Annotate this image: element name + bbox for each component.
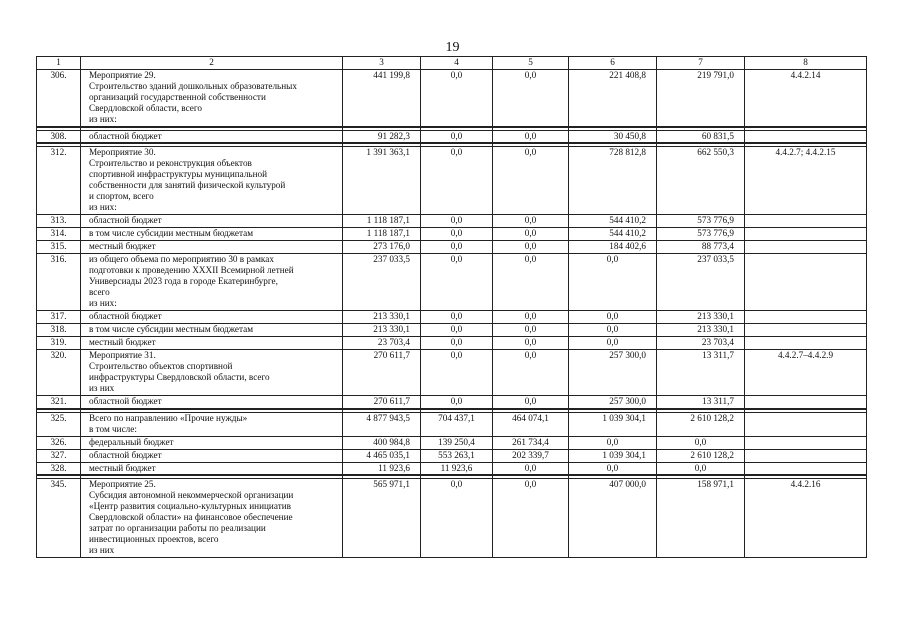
- row-reference: [745, 324, 867, 337]
- table-row: [37, 228, 867, 241]
- table-row: [37, 462, 867, 475]
- row-description: Мероприятие 31. Строительство объектов спортивной инфраструктуры Свердловской области, всего из них: [81, 350, 343, 396]
- col7-value: 219 791,0: [657, 70, 745, 127]
- header-cell: 2: [81, 57, 343, 70]
- col5-value: 0,0: [493, 241, 569, 254]
- row-reference: [745, 254, 867, 311]
- table-row: [37, 254, 867, 311]
- row-reference: [745, 215, 867, 228]
- col5-value: 0,0: [493, 254, 569, 311]
- row-number: 306.: [37, 70, 81, 127]
- row-number: 313.: [37, 215, 81, 228]
- col7-value: 662 550,3: [657, 147, 745, 215]
- col3-value: 270 611,7: [343, 350, 421, 396]
- row-reference: 4.4.2.14: [745, 70, 867, 127]
- row-description: в том числе субсидии местным бюджетам: [81, 324, 343, 337]
- row-description: областной бюджет: [81, 396, 343, 409]
- table-row: [37, 70, 867, 127]
- table-row: [37, 436, 867, 449]
- row-reference: [745, 228, 867, 241]
- col7-value: 60 831,5: [657, 130, 745, 143]
- col3-value: 91 282,3: [343, 130, 421, 143]
- col3-value: 565 971,1: [343, 479, 421, 558]
- table-row: [37, 130, 867, 143]
- col4-value: 0,0: [421, 337, 493, 350]
- col4-value: 0,0: [421, 311, 493, 324]
- col5-value: 0,0: [493, 70, 569, 127]
- col4-value: 0,0: [421, 70, 493, 127]
- table-row: [37, 147, 867, 215]
- col7-value: 23 703,4: [657, 337, 745, 350]
- row-number: 319.: [37, 337, 81, 350]
- table-row: [37, 241, 867, 254]
- col5-value: 0,0: [493, 130, 569, 143]
- row-reference: [745, 311, 867, 324]
- col5-value: 0,0: [493, 311, 569, 324]
- col4-value: 704 437,1: [421, 412, 493, 436]
- col5-value: 0,0: [493, 337, 569, 350]
- col4-value: 0,0: [421, 215, 493, 228]
- row-reference: 4.4.2.7; 4.4.2.15: [745, 147, 867, 215]
- col7-value: 573 776,9: [657, 215, 745, 228]
- col5-value: 0,0: [493, 215, 569, 228]
- col6-value: 544 410,2: [569, 215, 657, 228]
- row-reference: [745, 412, 867, 436]
- header-cell: 6: [569, 57, 657, 70]
- col3-value: 23 703,4: [343, 337, 421, 350]
- col7-value: 0,0: [657, 436, 745, 449]
- col3-value: 1 391 363,1: [343, 147, 421, 215]
- col4-value: 0,0: [421, 147, 493, 215]
- col7-value: 2 610 128,2: [657, 412, 745, 436]
- table-row: [37, 412, 867, 436]
- row-reference: [745, 130, 867, 143]
- table-body: [37, 70, 867, 558]
- col7-value: 158 971,1: [657, 479, 745, 558]
- col4-value: 0,0: [421, 396, 493, 409]
- table-row: [37, 449, 867, 462]
- col4-value: 0,0: [421, 228, 493, 241]
- col6-value: 1 039 304,1: [569, 449, 657, 462]
- row-description: областной бюджет: [81, 449, 343, 462]
- row-number: 314.: [37, 228, 81, 241]
- row-description: Мероприятие 25. Субсидия автономной некоммерческой организации «Центр развития социально-культурных инициатив Свердловской области» на финансовое обеспечение затрат по организации работы по реализации инвестиционных проектов, всего из них: [81, 479, 343, 558]
- row-number: 317.: [37, 311, 81, 324]
- header-cell: 4: [421, 57, 493, 70]
- col4-value: 0,0: [421, 350, 493, 396]
- col3-value: 1 118 187,1: [343, 228, 421, 241]
- col6-value: 0,0: [569, 462, 657, 475]
- col4-value: 11 923,6: [421, 462, 493, 475]
- col3-value: 270 611,7: [343, 396, 421, 409]
- col7-value: 573 776,9: [657, 228, 745, 241]
- row-description: местный бюджет: [81, 241, 343, 254]
- row-description: Мероприятие 29. Строительство зданий дошкольных образовательных организаций государственной собственности Свердловской области, всего из них:: [81, 70, 343, 127]
- table-row: [37, 396, 867, 409]
- col5-value: 0,0: [493, 228, 569, 241]
- col4-value: 0,0: [421, 241, 493, 254]
- table-row: [37, 215, 867, 228]
- col5-value: 261 734,4: [493, 436, 569, 449]
- row-number: 316.: [37, 254, 81, 311]
- col4-value: 0,0: [421, 324, 493, 337]
- table-row: [37, 479, 867, 558]
- col6-value: 544 410,2: [569, 228, 657, 241]
- col3-value: 4 877 943,5: [343, 412, 421, 436]
- row-reference: [745, 449, 867, 462]
- col3-value: 11 923,6: [343, 462, 421, 475]
- row-number: 315.: [37, 241, 81, 254]
- row-reference: [745, 241, 867, 254]
- col6-value: 0,0: [569, 436, 657, 449]
- header-cell: 7: [657, 57, 745, 70]
- col6-value: 0,0: [569, 324, 657, 337]
- row-description: областной бюджет: [81, 215, 343, 228]
- col3-value: 213 330,1: [343, 324, 421, 337]
- row-description: в том числе субсидии местным бюджетам: [81, 228, 343, 241]
- col7-value: 13 311,7: [657, 396, 745, 409]
- col6-value: 184 402,6: [569, 241, 657, 254]
- col6-value: 0,0: [569, 254, 657, 311]
- row-description: из общего объема по мероприятию 30 в рамках подготовки к проведению XXXII Всемирной летней Универсиады 2023 года в городе Екатеринбурге, всего из них:: [81, 254, 343, 311]
- row-number: 318.: [37, 324, 81, 337]
- col6-value: 1 039 304,1: [569, 412, 657, 436]
- row-description: федеральный бюджет: [81, 436, 343, 449]
- row-description: Мероприятие 30. Строительство и реконструкция объектов спортивной инфраструктуры муниципальной собственности для занятий физической культурой и спортом, всего из них:: [81, 147, 343, 215]
- col6-value: 221 408,8: [569, 70, 657, 127]
- row-number: 328.: [37, 462, 81, 475]
- col7-value: 88 773,4: [657, 241, 745, 254]
- col6-value: 0,0: [569, 311, 657, 324]
- col5-value: 0,0: [493, 324, 569, 337]
- col4-value: 139 250,4: [421, 436, 493, 449]
- row-number: 308.: [37, 130, 81, 143]
- row-number: 325.: [37, 412, 81, 436]
- col5-value: 0,0: [493, 462, 569, 475]
- row-reference: [745, 396, 867, 409]
- table-row: [37, 311, 867, 324]
- col3-value: 213 330,1: [343, 311, 421, 324]
- col7-value: 13 311,7: [657, 350, 745, 396]
- col7-value: 213 330,1: [657, 324, 745, 337]
- header-row: [37, 57, 867, 70]
- header-cell: 1: [37, 57, 81, 70]
- row-description: областной бюджет: [81, 311, 343, 324]
- table-row: [37, 337, 867, 350]
- table-row: [37, 324, 867, 337]
- row-description: местный бюджет: [81, 337, 343, 350]
- col6-value: 0,0: [569, 337, 657, 350]
- row-reference: [745, 337, 867, 350]
- col6-value: 407 000,0: [569, 479, 657, 558]
- col3-value: 273 176,0: [343, 241, 421, 254]
- header-cell: 3: [343, 57, 421, 70]
- col4-value: 0,0: [421, 130, 493, 143]
- col5-value: 202 339,7: [493, 449, 569, 462]
- header-cell: 5: [493, 57, 569, 70]
- row-number: 321.: [37, 396, 81, 409]
- col4-value: 0,0: [421, 254, 493, 311]
- row-number: 327.: [37, 449, 81, 462]
- col7-value: 237 033,5: [657, 254, 745, 311]
- header-cell: 8: [745, 57, 867, 70]
- row-number: 326.: [37, 436, 81, 449]
- col5-value: 0,0: [493, 479, 569, 558]
- col7-value: 2 610 128,2: [657, 449, 745, 462]
- row-number: 312.: [37, 147, 81, 215]
- row-reference: 4.4.2.16: [745, 479, 867, 558]
- row-description: местный бюджет: [81, 462, 343, 475]
- row-reference: 4.4.2.7–4.4.2.9: [745, 350, 867, 396]
- col3-value: 441 199,8: [343, 70, 421, 127]
- col7-value: 0,0: [657, 462, 745, 475]
- row-number: 320.: [37, 350, 81, 396]
- table-row: [37, 350, 867, 396]
- col3-value: 400 984,8: [343, 436, 421, 449]
- col6-value: 257 300,0: [569, 350, 657, 396]
- col7-value: 213 330,1: [657, 311, 745, 324]
- col5-value: 464 074,1: [493, 412, 569, 436]
- col3-value: 4 465 035,1: [343, 449, 421, 462]
- col5-value: 0,0: [493, 147, 569, 215]
- budget-table: [36, 56, 867, 558]
- row-reference: [745, 462, 867, 475]
- col4-value: 553 263,1: [421, 449, 493, 462]
- col6-value: 728 812,8: [569, 147, 657, 215]
- col6-value: 30 450,8: [569, 130, 657, 143]
- row-reference: [745, 436, 867, 449]
- col3-value: 237 033,5: [343, 254, 421, 311]
- row-description: Всего по направлению «Прочие нужды» в том числе:: [81, 412, 343, 436]
- row-description: областной бюджет: [81, 130, 343, 143]
- page-number: 19: [445, 40, 460, 55]
- col5-value: 0,0: [493, 396, 569, 409]
- col6-value: 257 300,0: [569, 396, 657, 409]
- row-number: 345.: [37, 479, 81, 558]
- col5-value: 0,0: [493, 350, 569, 396]
- col3-value: 1 118 187,1: [343, 215, 421, 228]
- col4-value: 0,0: [421, 479, 493, 558]
